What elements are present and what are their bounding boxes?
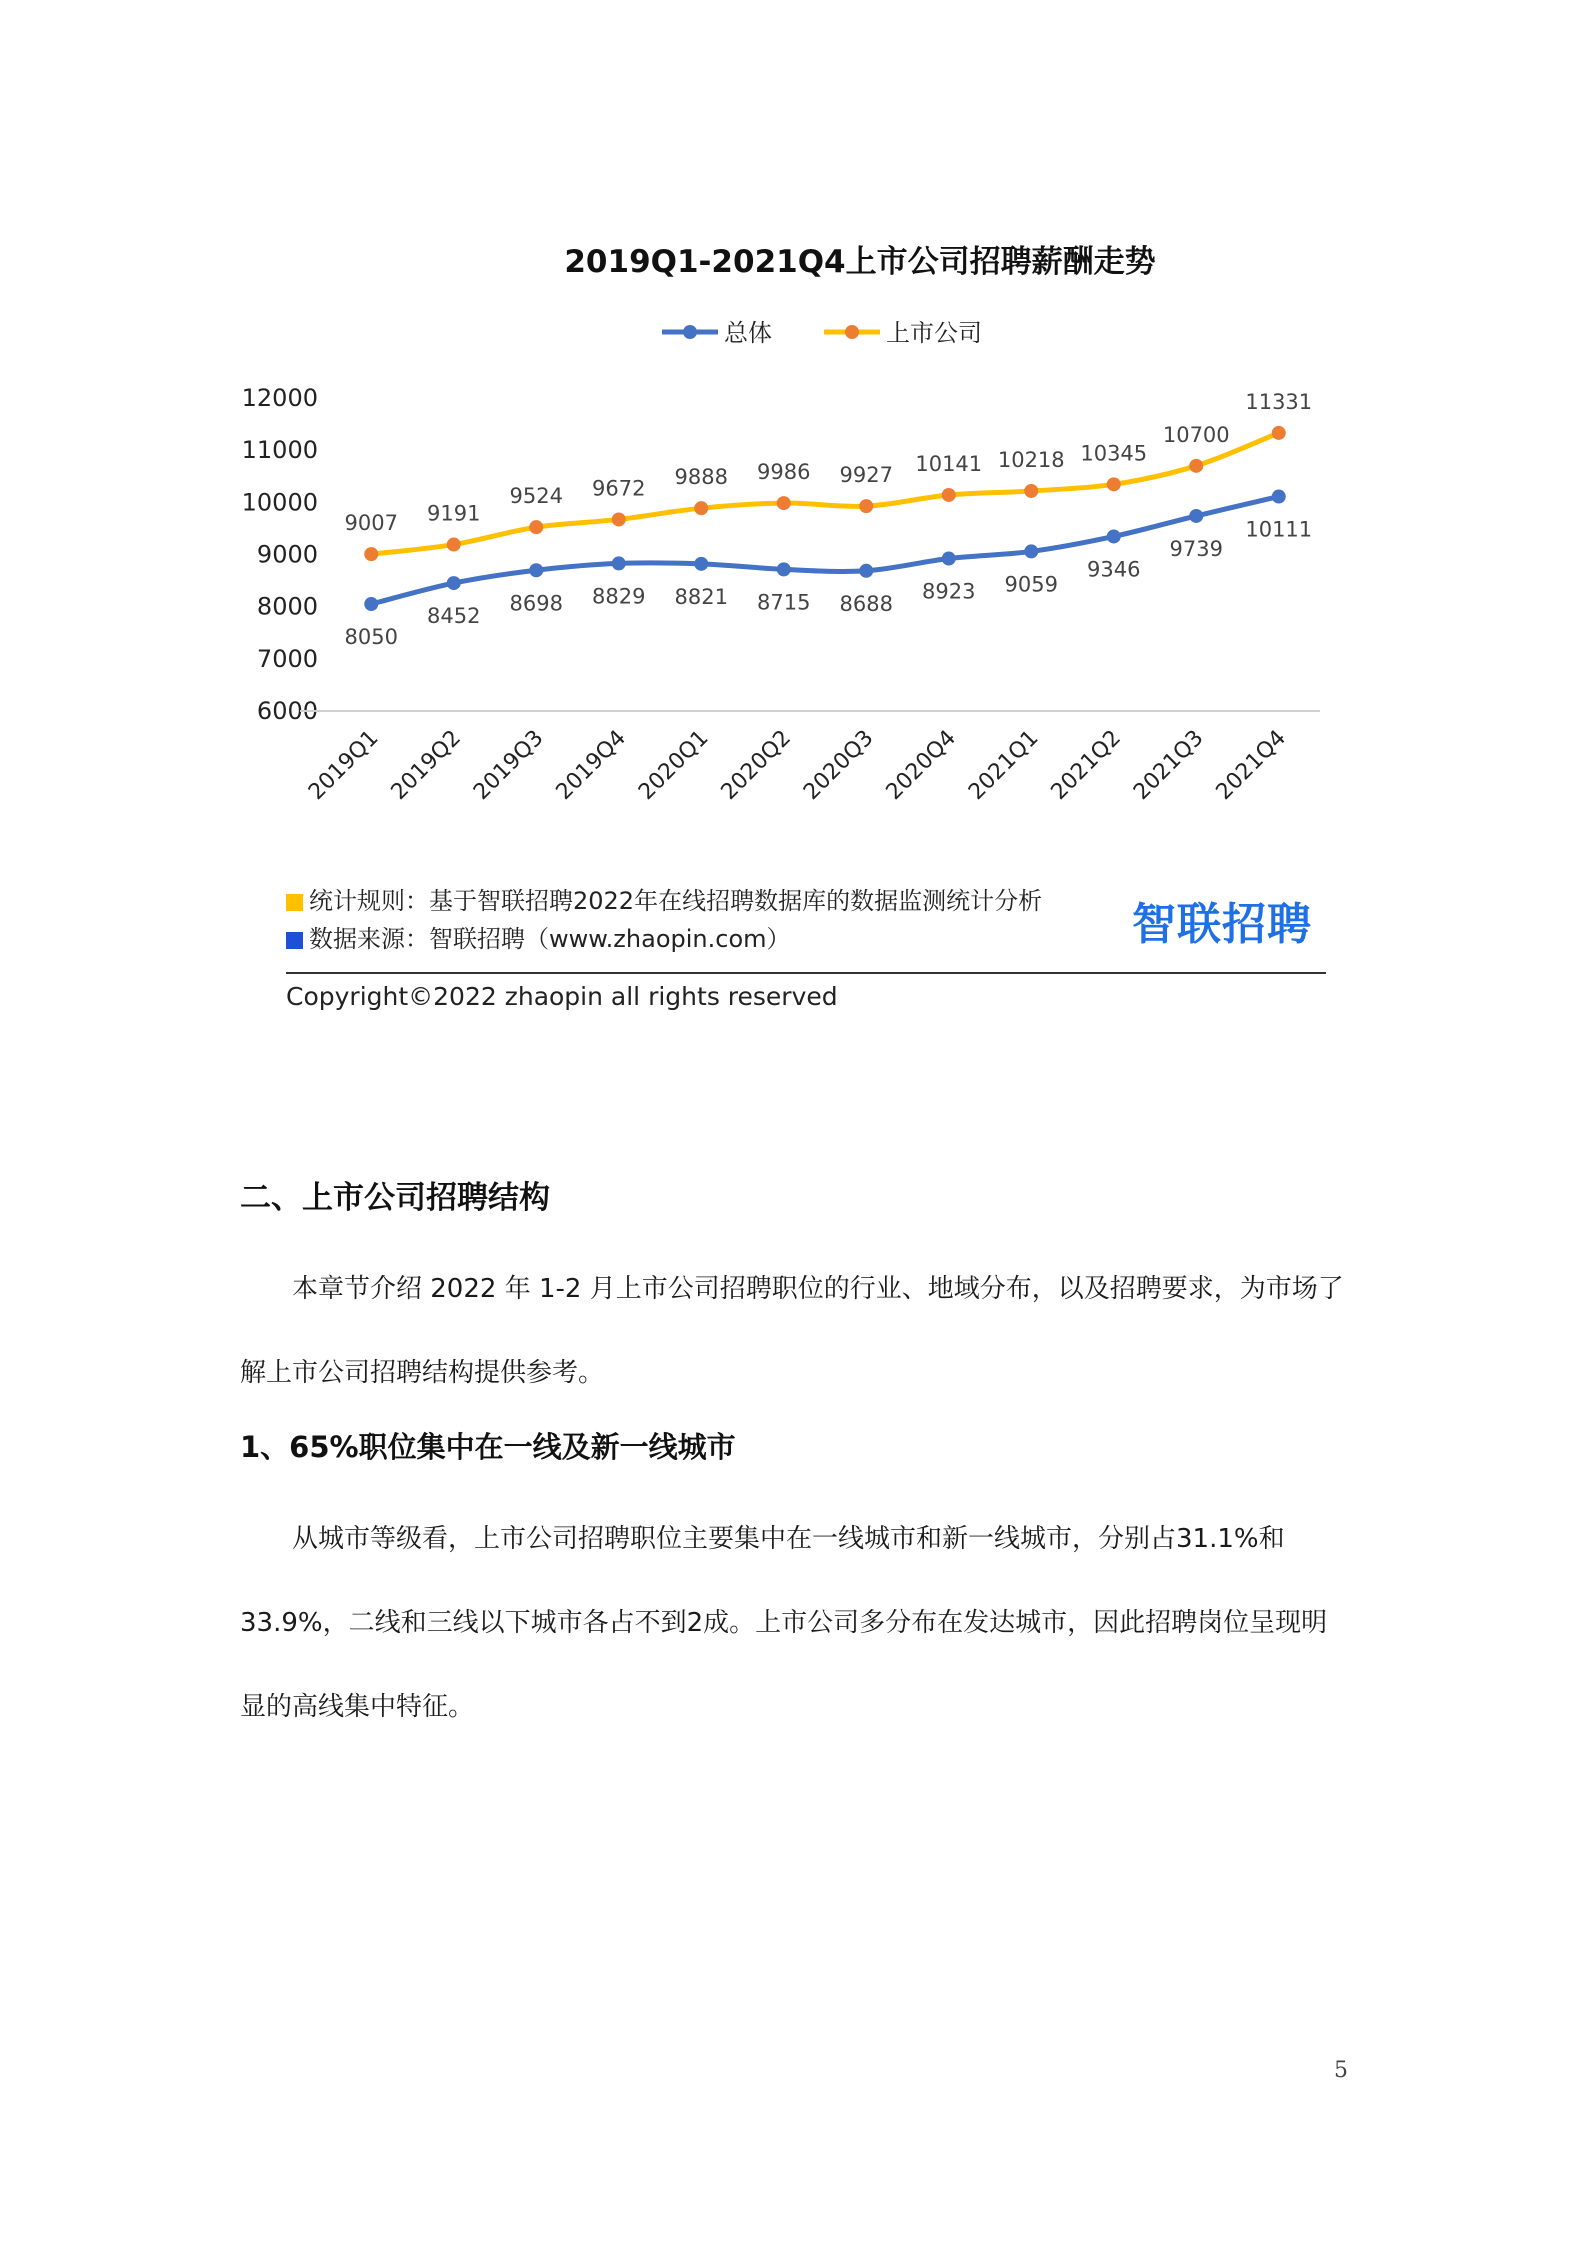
y-tick-label: 6000 xyxy=(256,697,318,725)
x-tick-label: 2019Q3 xyxy=(469,725,549,805)
x-axis xyxy=(304,726,1291,805)
data-point xyxy=(942,488,956,502)
y-tick-label: 7000 xyxy=(256,644,318,673)
chart-title: 2019Q1-2021Q4上市公司招聘薪酬走势 xyxy=(564,244,1156,280)
legend-label-0: 总体 xyxy=(724,319,772,347)
data-point xyxy=(1272,490,1286,504)
intro-paragraph-line-2: 解上市公司招聘结构提供参考。 xyxy=(240,1358,605,1388)
chart-series xyxy=(345,390,1313,649)
data-label: 8923 xyxy=(922,579,976,604)
data-point xyxy=(1272,426,1286,440)
data-label: 10345 xyxy=(1080,441,1148,466)
x-tick-label: 2020Q3 xyxy=(799,725,879,805)
x-tick-label: 2021Q4 xyxy=(1211,725,1291,805)
data-point xyxy=(1189,459,1203,473)
data-label: 10111 xyxy=(1245,517,1313,542)
zhaopin-logo: 智联招聘 xyxy=(1132,899,1312,950)
data-label: 9672 xyxy=(592,476,646,501)
salary-trend-chart xyxy=(0,0,1585,1010)
data-label: 8688 xyxy=(839,591,893,616)
x-tick-label: 2020Q2 xyxy=(716,725,796,805)
x-tick-label: 2021Q2 xyxy=(1046,725,1126,805)
data-label: 8829 xyxy=(592,584,646,609)
data-point xyxy=(1189,509,1203,523)
data-label: 9927 xyxy=(839,463,893,488)
data-label: 9739 xyxy=(1169,536,1223,561)
data-point xyxy=(1024,544,1038,558)
data-label: 9059 xyxy=(1004,572,1058,597)
data-label: 9191 xyxy=(427,501,481,526)
legend-marker-0 xyxy=(683,325,697,339)
section-heading: 二、上市公司招聘结构 xyxy=(240,1180,550,1216)
copyright-text: Copyright©2022 zhaopin all rights reserved xyxy=(286,982,838,1011)
data-point xyxy=(1107,529,1121,543)
subsection-heading: 1、65%职位集中在一线及新一线城市 xyxy=(240,1430,736,1464)
x-tick-label: 2020Q4 xyxy=(881,725,961,805)
series-line-0 xyxy=(371,497,1279,605)
data-point xyxy=(447,576,461,590)
stat-rule-note xyxy=(286,884,1042,918)
data-point xyxy=(529,563,543,577)
y-axis xyxy=(242,384,1320,725)
data-label: 9007 xyxy=(344,511,398,536)
y-tick-label: 12000 xyxy=(241,384,318,412)
data-point xyxy=(942,552,956,566)
x-tick-label: 2021Q3 xyxy=(1129,725,1209,805)
data-point xyxy=(364,597,378,611)
data-source-text: 数据来源：智联招聘（www.zhaopin.com） xyxy=(309,925,791,953)
data-label: 8698 xyxy=(509,591,563,616)
data-label: 9346 xyxy=(1087,557,1141,582)
y-tick-label: 8000 xyxy=(256,592,318,621)
data-point xyxy=(364,547,378,561)
data-label: 8821 xyxy=(674,584,728,609)
data-label: 9888 xyxy=(674,465,728,490)
data-label: 10218 xyxy=(997,447,1065,472)
stat-rule-text: 统计规则：基于智联招聘2022年在线招聘数据库的数据监测统计分析 xyxy=(309,887,1043,915)
data-point xyxy=(777,562,791,576)
data-point xyxy=(447,538,461,552)
x-tick-label: 2019Q2 xyxy=(386,725,466,805)
blue-square-icon xyxy=(286,932,303,949)
data-label: 10700 xyxy=(1162,422,1230,447)
data-point xyxy=(1024,484,1038,498)
data-point xyxy=(612,512,626,526)
data-point xyxy=(612,556,626,570)
data-point xyxy=(859,564,873,578)
chart-legend xyxy=(662,319,982,347)
data-point xyxy=(777,496,791,510)
data-label: 8452 xyxy=(427,604,481,629)
data-point xyxy=(694,557,708,571)
data-label: 8050 xyxy=(344,625,398,650)
page-number: 5 xyxy=(1334,2058,1348,2083)
data-label: 9524 xyxy=(509,484,563,509)
x-tick-label: 2019Q4 xyxy=(551,725,631,805)
legend-label-1: 上市公司 xyxy=(886,319,982,347)
data-point xyxy=(859,499,873,513)
data-label: 8715 xyxy=(757,590,811,615)
x-tick-label: 2021Q1 xyxy=(964,725,1044,805)
yellow-square-icon xyxy=(286,894,303,911)
data-point xyxy=(694,501,708,515)
data-point xyxy=(1107,477,1121,491)
y-tick-label: 10000 xyxy=(241,488,318,517)
data-label: 9986 xyxy=(757,460,811,485)
divider xyxy=(286,972,1326,974)
body-paragraph-line-3: 显的高线集中特征。 xyxy=(240,1692,475,1722)
data-label: 10141 xyxy=(915,451,983,476)
x-tick-label: 2019Q1 xyxy=(304,725,384,805)
legend-marker-1 xyxy=(845,325,859,339)
intro-paragraph-line-1: 本章节介绍 2022 年 1-2 月上市公司招聘职位的行业、地域分布，以及招聘要求，为市场了 xyxy=(292,1274,1344,1304)
data-source-note xyxy=(286,922,791,956)
y-tick-label: 11000 xyxy=(241,436,318,465)
data-label: 11331 xyxy=(1245,389,1313,414)
y-tick-label: 9000 xyxy=(256,540,318,569)
body-paragraph-line-1: 从城市等级看，上市公司招聘职位主要集中在一线城市和新一线城市，分别占31.1%和 xyxy=(292,1524,1285,1554)
body-paragraph-line-2: 33.9%，二线和三线以下城市各占不到2成。上市公司多分布在发达城市，因此招聘岗位呈现明 xyxy=(240,1608,1328,1638)
x-tick-label: 2020Q1 xyxy=(634,725,714,805)
data-point xyxy=(529,520,543,534)
